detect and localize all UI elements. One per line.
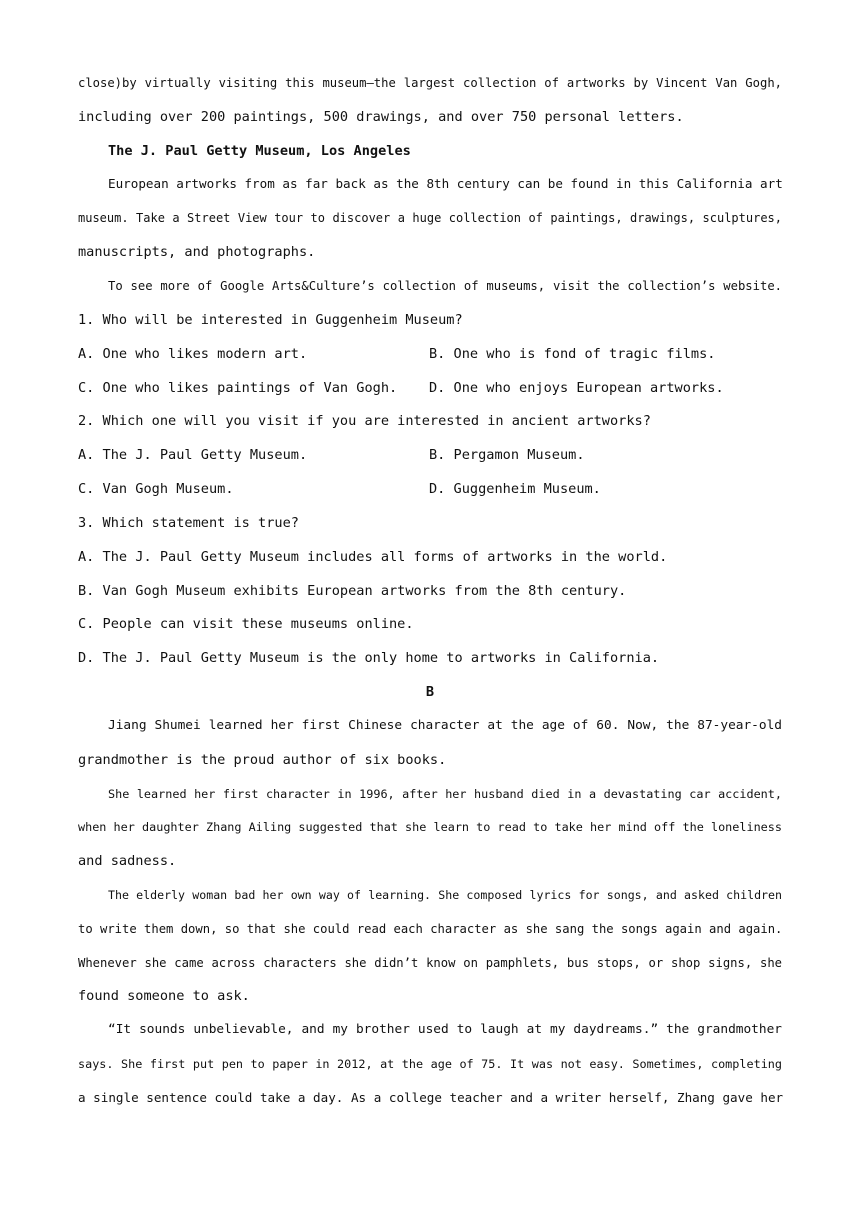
passage-a-line-1: close)by virtually visiting this museum—the largest collection of artworks by Vincent Van Gogh, — [78, 76, 782, 90]
passage-b-p1-line-2: grandmother is the proud author of six books. — [78, 752, 447, 768]
question-2-option-a: A. The J. Paul Getty Museum. — [78, 447, 308, 463]
question-1-option-a: A. One who likes modern art. — [78, 346, 308, 362]
question-1-stem: 1. Who will be interested in Guggenheim Museum? — [78, 312, 463, 328]
passage-b-p2-line-2: when her daughter Zhang Ailing suggested that she learn to read to take her mind off the loneliness — [78, 820, 782, 834]
passage-b-p3-line-3: Whenever she came across characters she didn’t know on pamphlets, bus stops, or shop signs, she — [78, 956, 782, 970]
passage-b-p3-line-4: found someone to ask. — [78, 988, 250, 1004]
passage-b-heading: B — [425, 684, 435, 700]
question-3-option-a: A. The J. Paul Getty Museum includes all forms of artworks in the world. — [78, 549, 668, 565]
getty-line-1: European artworks from as far back as the 8th century can be found in this California art — [108, 176, 783, 191]
passage-b-p2-line-3: and sadness. — [78, 853, 177, 869]
question-3-option-c: C. People can visit these museums online. — [78, 616, 414, 632]
more-museums-line: To see more of Google Arts&Culture’s collection of museums, visit the collection’s website. — [108, 279, 782, 293]
question-2-option-c: C. Van Gogh Museum. — [78, 481, 234, 497]
passage-b-p4-line-1: “It sounds unbelievable, and my brother used to laugh at my daydreams.” the grandmother — [108, 1022, 782, 1037]
question-2-option-d: D. Guggenheim Museum. — [429, 481, 601, 497]
passage-b-p4-line-3: a single sentence could take a day. As a college teacher and a writer herself, Zhang gave her — [78, 1090, 784, 1105]
question-1-option-d: D. One who enjoys European artworks. — [429, 380, 724, 396]
question-1-option-b: B. One who is fond of tragic films. — [429, 346, 716, 362]
question-2-stem: 2. Which one will you visit if you are interested in ancient artworks? — [78, 413, 651, 429]
getty-heading: The J. Paul Getty Museum, Los Angeles — [108, 143, 411, 159]
question-3-option-d: D. The J. Paul Getty Museum is the only home to artworks in California. — [78, 650, 660, 666]
passage-a-line-2: including over 200 paintings, 500 drawings, and over 750 personal letters. — [78, 109, 684, 125]
question-3-stem: 3. Which statement is true? — [78, 515, 299, 531]
getty-line-3: manuscripts, and photographs. — [78, 244, 316, 260]
getty-line-2: museum. Take a Street View tour to discover a huge collection of paintings, drawings, sculptures, — [78, 211, 782, 225]
passage-b-p1-line-1: Jiang Shumei learned her first Chinese character at the age of 60. Now, the 87-year-old — [108, 718, 782, 733]
passage-b-p2-line-1: She learned her first character in 1996, after her husband died in a devastating car accident, — [108, 787, 782, 801]
question-1-option-c: C. One who likes paintings of Van Gogh. — [78, 380, 398, 396]
passage-b-p3-line-1: The elderly woman bad her own way of learning. She composed lyrics for songs, and asked children — [108, 888, 782, 902]
passage-b-p4-line-2: says. She first put pen to paper in 2012, at the age of 75. It was not easy. Sometimes, completing — [78, 1057, 782, 1071]
question-3-option-b: B. Van Gogh Museum exhibits European artworks from the 8th century. — [78, 583, 627, 599]
question-2-option-b: B. Pergamon Museum. — [429, 447, 585, 463]
passage-b-p3-line-2: to write them down, so that she could read each character as she sang the songs again and again. — [78, 922, 783, 936]
